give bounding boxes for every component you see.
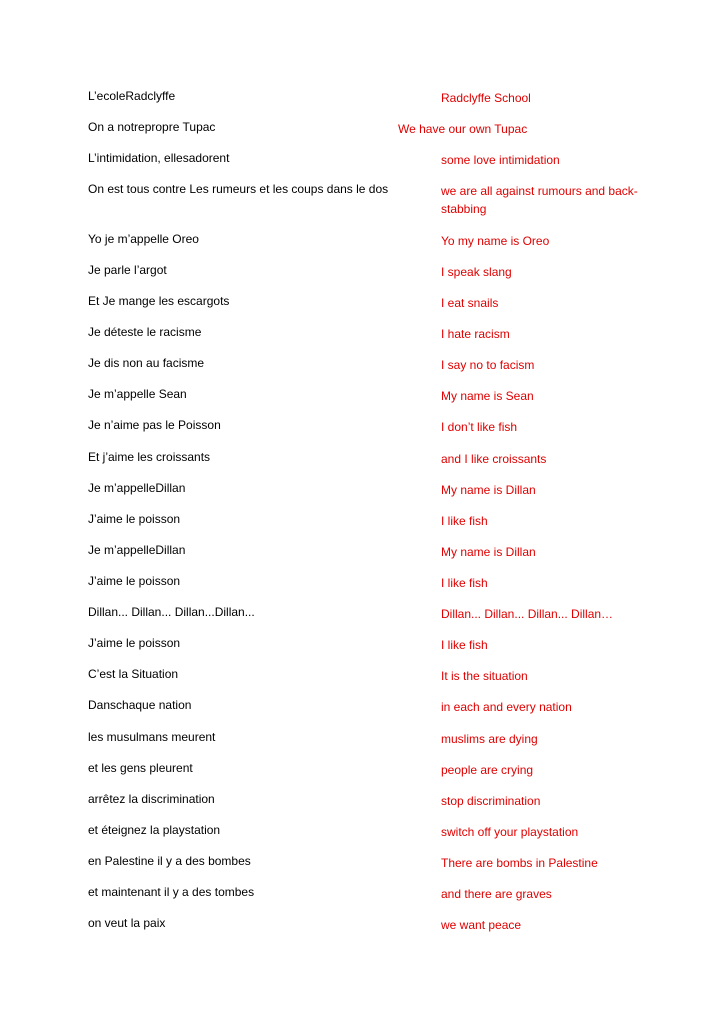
english-translation: people are crying	[441, 763, 534, 777]
english-translation: we are all against rumours and back-stabbing	[441, 184, 638, 216]
english-translation: we want peace	[441, 918, 522, 932]
english-translation: Radclyffe School	[441, 91, 531, 105]
english-translation: in each and every nation	[441, 700, 572, 714]
english-translation: My name is Dillan	[441, 483, 536, 497]
french-line: Je déteste le racisme	[88, 325, 202, 339]
english-translation: Yo my name is Oreo	[441, 234, 550, 248]
french-line: J’aime le poisson	[88, 512, 181, 526]
french-line: J’aime le poisson	[88, 574, 181, 588]
french-line: et les gens pleurent	[88, 761, 193, 775]
english-translation: I don’t like fish	[441, 420, 518, 434]
french-line: L’intimidation, ellesadorent	[88, 151, 230, 165]
french-line: les musulmans meurent	[88, 730, 216, 744]
french-line: C’est la Situation	[88, 667, 179, 681]
french-line: Yo je m’appelle Oreo	[88, 232, 199, 246]
english-translation: stop discrimination	[441, 794, 541, 808]
french-line: On est tous contre Les rumeurs et les coups dans le dos	[88, 182, 389, 196]
french-line: Dillan... Dillan... Dillan...Dillan...	[88, 605, 255, 619]
french-line: arrêtez la discrimination	[88, 792, 215, 806]
english-translation: some love intimidation	[441, 153, 560, 167]
french-line: Et Je mange les escargots	[88, 294, 230, 308]
french-line: et éteignez la playstation	[88, 823, 221, 837]
english-translation: I eat snails	[441, 296, 499, 310]
french-line: Je parle l’argot	[88, 263, 167, 277]
english-translation: My name is Sean	[441, 389, 534, 403]
english-translation: There are bombs in Palestine	[441, 856, 598, 870]
french-line: Je m’appelleDillan	[88, 481, 186, 495]
french-line: Je dis non au facisme	[88, 356, 205, 370]
english-translation: and I like croissants	[441, 452, 547, 466]
french-line: Danschaque nation	[88, 698, 192, 712]
french-line: On a notrepropre Tupac	[88, 120, 216, 134]
english-translation: I like fish	[441, 638, 488, 652]
english-translation: My name is Dillan	[441, 545, 536, 559]
english-translation: muslims are dying	[441, 732, 538, 746]
french-line: on veut la paix	[88, 916, 166, 930]
english-translation: I speak slang	[441, 265, 512, 279]
english-translation: and there are graves	[441, 887, 552, 901]
english-translation: We have our own Tupac	[398, 122, 528, 136]
french-line: et maintenant il y a des tombes	[88, 885, 255, 899]
english-translation: I like fish	[441, 514, 488, 528]
english-translation: switch off your playstation	[441, 825, 579, 839]
french-line: L’ecoleRadclyffe	[88, 89, 176, 103]
english-translation: I say no to facism	[441, 358, 535, 372]
french-line: Et j’aime les croissants	[88, 450, 211, 464]
french-line: en Palestine il y a des bombes	[88, 854, 251, 868]
english-translation: It is the situation	[441, 669, 528, 683]
english-translation: I like fish	[441, 576, 488, 590]
french-line: Je m’appelle Sean	[88, 387, 187, 401]
english-translation: Dillan... Dillan... Dillan... Dillan…	[441, 607, 614, 621]
english-translation: I hate racism	[441, 327, 510, 341]
french-line: J’aime le poisson	[88, 636, 181, 650]
french-line: Je m’appelleDillan	[88, 543, 186, 557]
french-line: Je n’aime pas le Poisson	[88, 418, 221, 432]
